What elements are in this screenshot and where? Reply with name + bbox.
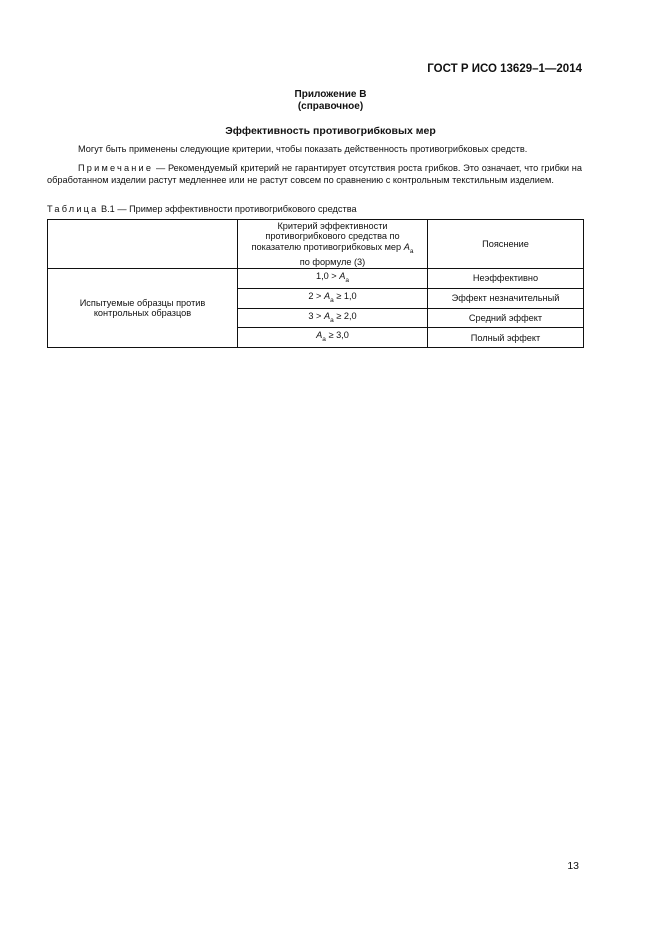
table-header-empty: [48, 220, 238, 269]
criterion-cell: [238, 308, 428, 328]
annex-heading: [0, 89, 661, 112]
table-caption-text: В.1 — Пример эффективности противогрибкового средства: [98, 204, 357, 214]
table-header-criterion: [238, 220, 428, 269]
criterion-pre: 2 >: [308, 290, 324, 301]
criterion-subscript: a: [409, 247, 414, 255]
criterion-sym: A: [323, 290, 331, 301]
row-label: Испытуемые образцы против контрольных образцов: [79, 298, 206, 319]
table-header-row: [48, 220, 584, 269]
criterion-header-tail: по формуле (3): [299, 256, 366, 267]
criterion-post: ≥ 2,0: [333, 310, 357, 321]
criterion-symbol: A: [403, 241, 410, 252]
criterion-cell: [238, 288, 428, 308]
note-paragraph: [47, 163, 582, 186]
annex-title: Приложение В: [294, 89, 367, 100]
criterion-sub: a: [330, 296, 334, 304]
table-header-explanation: Пояснение: [428, 220, 584, 269]
effectiveness-table: [47, 219, 584, 348]
criterion-post: ≥ 3,0: [325, 330, 349, 341]
section-title: Эффективность противогрибковых мер: [225, 125, 436, 137]
annex-subtitle: (справочное): [297, 100, 364, 112]
criterion-sym: A: [339, 271, 346, 281]
explanation-cell: Полный эффект: [428, 328, 584, 348]
criterion-cell: [238, 328, 428, 348]
document-code: ГОСТ Р ИСО 13629–1—2014: [427, 63, 582, 75]
explanation-cell: Неэффективно: [428, 269, 584, 289]
table-caption: [47, 204, 357, 214]
note-label: Примечание: [78, 163, 154, 173]
row-label-cell: [48, 269, 238, 348]
criterion-sym: A: [323, 310, 331, 321]
criterion-sub: a: [345, 276, 349, 284]
table-caption-label: Таблица: [47, 204, 99, 214]
intro-paragraph: Могут быть применены следующие критерии, чтобы показать действенность противогрибковых средств.: [78, 144, 528, 154]
criterion-header-text: Критерий эффективности противогрибкового средства по показателю противогрибковых мер: [251, 221, 404, 252]
criterion-sym: A: [316, 330, 323, 341]
criterion-pre: 3 >: [308, 310, 324, 321]
criterion-pre: 1,0 >: [315, 271, 340, 281]
criterion-cell: [238, 269, 428, 289]
note-text: — Рекомендуемый критерий не гарантирует отсутствия роста грибков. Это означает, что грибки на обработанном изделии растут медленнее или не растут совсем по сравнению с контрольным текстильным изделием.: [47, 163, 582, 185]
explanation-cell: Эффект незначительный: [428, 288, 584, 308]
table-row: [48, 269, 584, 289]
criterion-post: ≥ 1,0: [333, 290, 357, 301]
explanation-cell: Средний эффект: [428, 308, 584, 328]
criterion-sub: a: [330, 316, 334, 324]
page-number: 13: [567, 860, 579, 872]
criterion-sub: a: [322, 336, 326, 344]
